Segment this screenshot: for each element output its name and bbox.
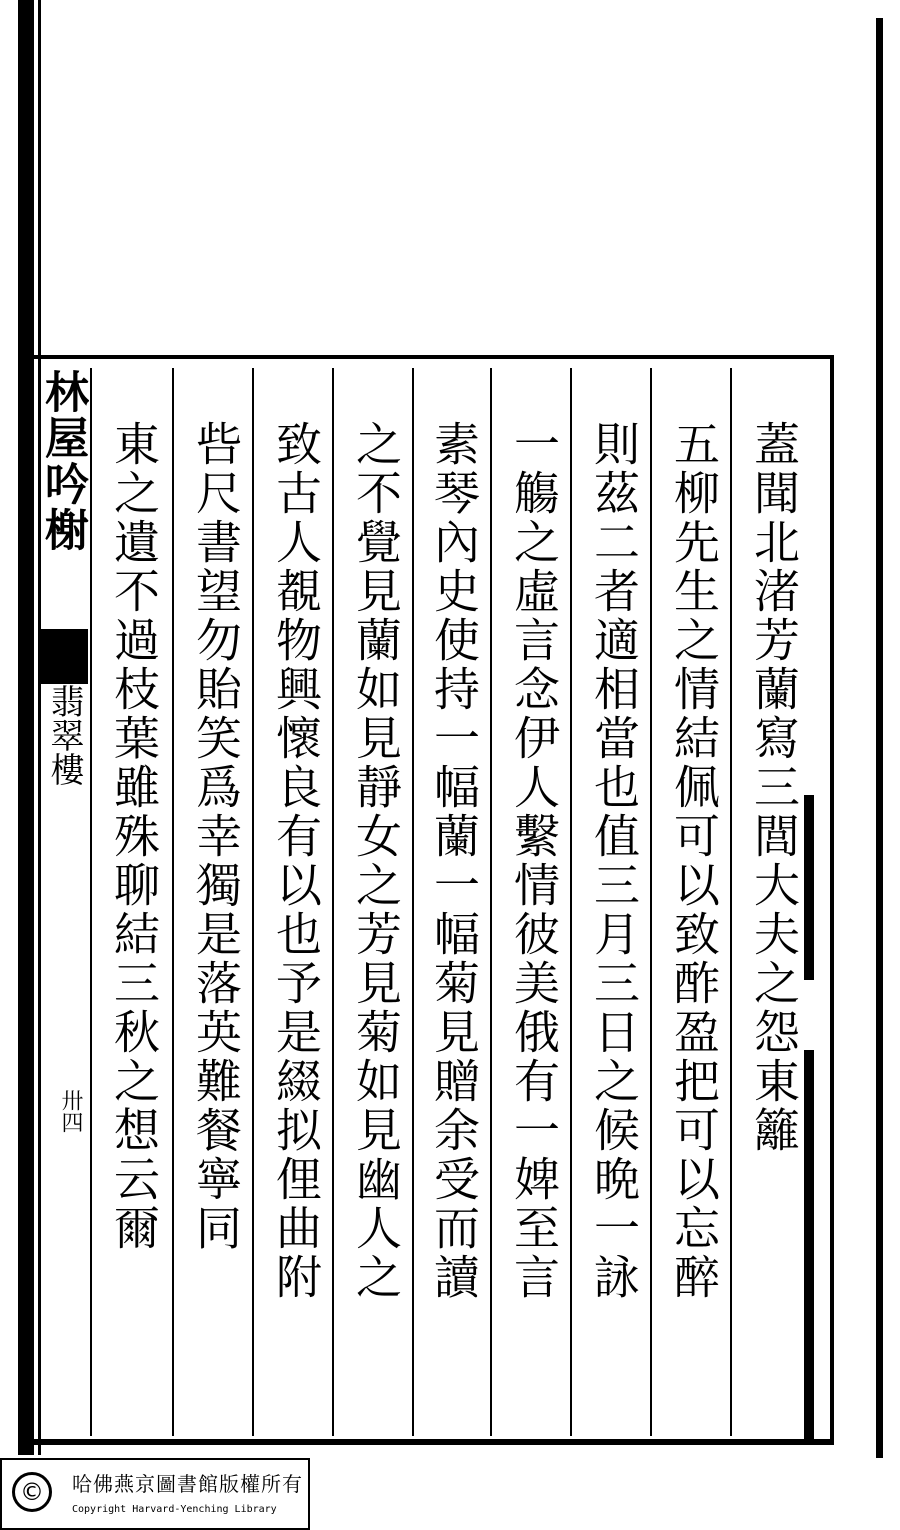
column-rule <box>90 368 92 1436</box>
column-rule <box>650 368 652 1436</box>
column-rule <box>570 368 572 1436</box>
banxin-black-block <box>38 629 88 684</box>
banxin-subtitle: 翡翠樓 <box>44 684 84 786</box>
right-spine <box>876 18 883 1458</box>
banxin-title: 林屋吟榭 <box>37 369 88 553</box>
text-column-1: 蓋聞北渚芳蘭寫三閭大夫之怨東籬 <box>747 420 801 1155</box>
copyright-icon: © <box>12 1472 52 1512</box>
banxin <box>34 359 90 1439</box>
text-column-4: 一觴之虛言念伊人繫情彼美俄有一婢至言 <box>507 420 561 1302</box>
text-column-2: 五柳先生之情結佩可以致酢盈把可以忘醉 <box>667 420 721 1302</box>
text-column-6: 之不覺見蘭如見靜女之芳見菊如見幽人之 <box>349 420 403 1302</box>
text-column-3: 則茲二者適相當也值三月三日之候晩一詠 <box>587 420 641 1302</box>
column-rule <box>730 368 732 1436</box>
copyright-chinese: 哈佛燕京圖書館版權所有 <box>72 1472 303 1496</box>
copyright-notice <box>0 1458 310 1530</box>
left-spine <box>18 0 34 1455</box>
text-column-9: 東之遺不過枝葉雖殊聊結三秋之想云爾 <box>107 420 161 1253</box>
text-column-8: 呰尺書望勿貽笑爲幸獨是落英難餐寧同 <box>189 420 243 1253</box>
column-rule <box>412 368 414 1436</box>
column-rule <box>172 368 174 1436</box>
column-rule <box>490 368 492 1436</box>
text-column-7: 致古人覩物興懷良有以也予是綴拟俚曲附 <box>269 420 323 1302</box>
column-rule <box>252 368 254 1436</box>
text-column-5: 素琴內史使持一幅蘭一幅菊見贈余受而讀 <box>427 420 481 1302</box>
banxin-page-number: 卅四 <box>58 1089 83 1133</box>
copyright-english: Copyright Harvard-Yenching Library <box>72 1504 277 1515</box>
column-rule <box>332 368 334 1436</box>
